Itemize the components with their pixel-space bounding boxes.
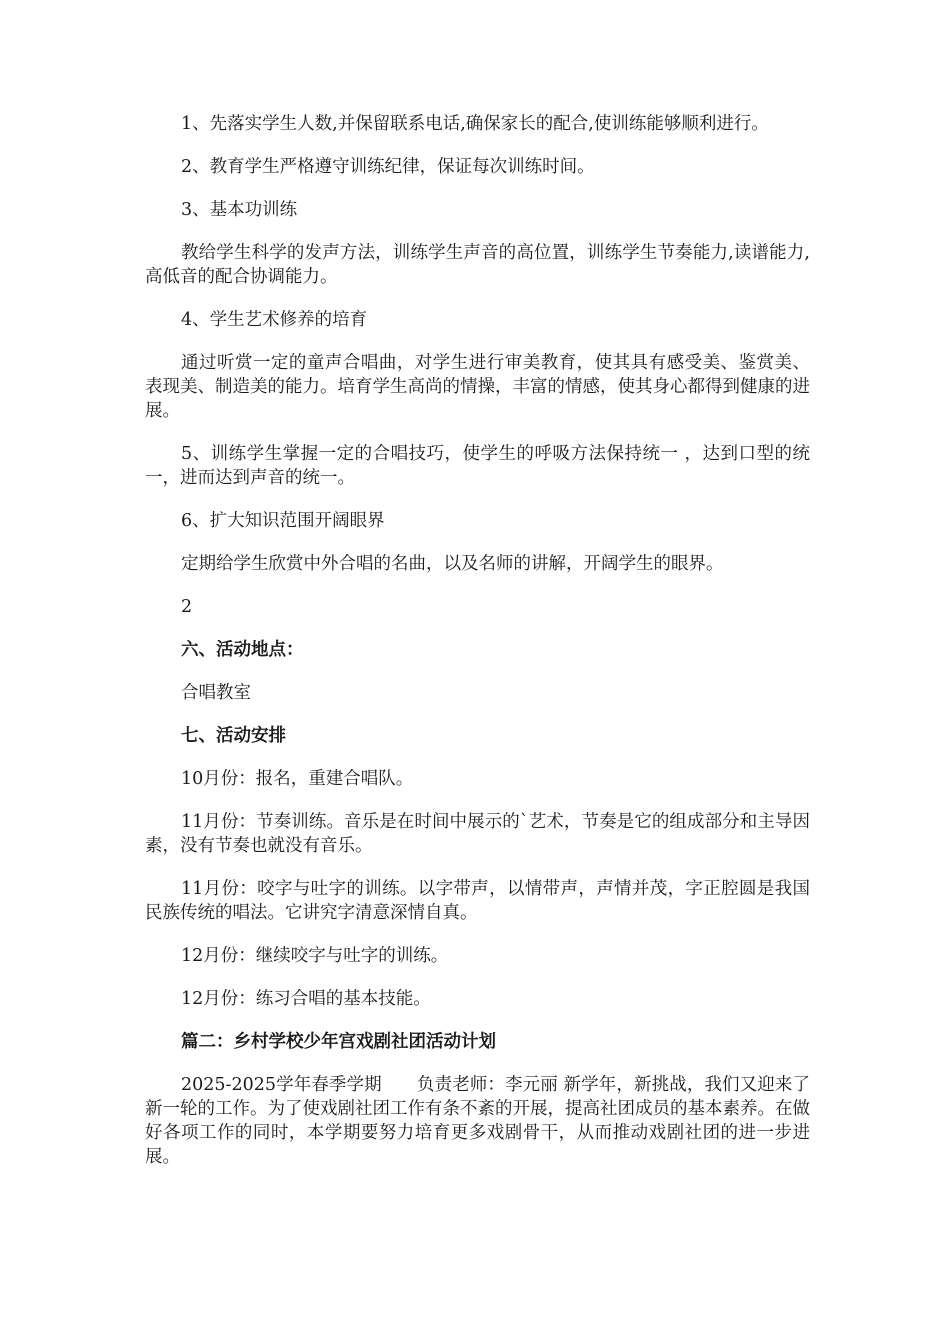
section-heading: 七、活动安排 bbox=[181, 726, 286, 746]
paragraph: 2025-2025学年春季学期 负责老师：李元丽 新学年，新挑战，我们又迎来了新一轮的工作。为了使戏剧社团工作有条不紊的开展，提高社团成员的基本素养。在做好各项工作的同时，本学期要努力培育更多戏剧骨干，从而推动戏剧社团的进一步进展。 bbox=[145, 1075, 810, 1167]
paragraph: 1、先落实学生人数,并保留联系电话,确保家长的配合,使训练能够顺利进行。 bbox=[181, 114, 769, 134]
paragraph: 6、扩大知识范围开阔眼界 bbox=[181, 511, 385, 531]
article-title: 篇二：乡村学校少年宫戏剧社团活动计划 bbox=[181, 1032, 496, 1052]
document-body bbox=[145, 112, 810, 1169]
paragraph: 12月份：练习合唱的基本技能。 bbox=[181, 989, 431, 1009]
paragraph: 合唱教室 bbox=[181, 683, 251, 703]
section-heading: 六、活动地点： bbox=[181, 640, 304, 660]
paragraph: 定期给学生欣赏中外合唱的名曲，以及名师的讲解，开阔学生的眼界。 bbox=[181, 554, 724, 574]
paragraph: 12月份：继续咬字与吐字的训练。 bbox=[181, 946, 449, 966]
paragraph: 4、学生艺术修养的培育 bbox=[181, 310, 368, 330]
paragraph: 3、基本功训练 bbox=[181, 200, 298, 220]
paragraph: 11月份：咬字与吐字的训练。以字带声，以情带声，声情并茂，字正腔圆是我国民族传统的唱法。它讲究字清意深情自真。 bbox=[145, 879, 810, 923]
paragraph: 11月份：节奏训练。音乐是在时间中展示的`艺术，节奏是它的组成部分和主导因素，没有节奏也就没有音乐。 bbox=[145, 812, 810, 856]
paragraph: 通过听赏一定的童声合唱曲，对学生进行审美教育，使其具有感受美、鉴赏美、表现美、制造美的能力。培育学生高尚的情操，丰富的情感，使其身心都得到健康的进展。 bbox=[145, 353, 810, 421]
paragraph: 10月份：报名，重建合唱队。 bbox=[181, 769, 414, 789]
paragraph: 5、训练学生掌握一定的合唱技巧，使学生的呼吸方法保持统一 ，达到口型的统一，进而达到声音的统一。 bbox=[145, 444, 810, 488]
page-number: 2 bbox=[181, 597, 193, 617]
paragraph: 教给学生科学的发声方法，训练学生声音的高位置，训练学生节奏能力,读谱能力,高低音的配合协调能力。 bbox=[145, 243, 810, 287]
paragraph: 2、教育学生严格遵守训练纪律，保证每次训练时间。 bbox=[181, 157, 595, 177]
